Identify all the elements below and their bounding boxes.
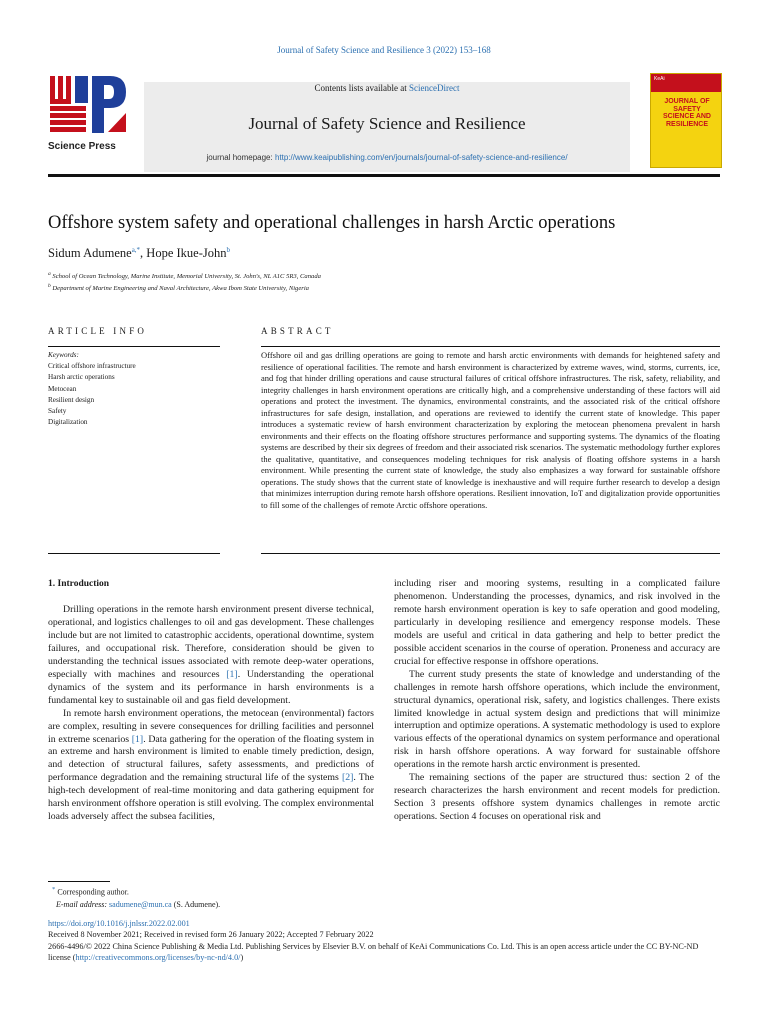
cover-brand: KeAi <box>654 76 665 82</box>
body-paragraph <box>394 772 720 824</box>
journal-cover[interactable] <box>650 73 722 168</box>
keyword: Safety <box>48 407 67 416</box>
keywords-block <box>48 350 136 428</box>
affiliation <box>48 271 321 280</box>
homepage-link[interactable]: http://www.keaipublishing.com/en/journals/journal-of-safety-science-and-resilience/ <box>274 153 568 162</box>
paragraph-text: including riser and mooring systems, resulting in a complicated failure phenomenon. Understanding the processes, dynamics, and risk involved in the remote harsh environment operation is key to safe operation and good modeling, particularly in developing resilience and emergency response models. These models are useful and critical in data gathering and help to better predict the possible accident scenarios in the course of operation. Proneness and accuracy are crucial for effective response in offshore operations. <box>394 578 720 667</box>
citation-link[interactable]: [1] <box>226 668 238 680</box>
footnote-marker: * <box>52 886 56 893</box>
author-affiliation-marker[interactable]: b <box>226 246 230 254</box>
body-paragraph <box>394 669 720 773</box>
sciencedirect-link[interactable]: ScienceDirect <box>409 83 460 93</box>
affiliation-text: School of Ocean Technology, Marine Institute, Memorial University, St. John's, NL A1C 5R3, Canada <box>52 273 321 281</box>
homepage-line <box>144 153 630 162</box>
section-heading: 1. Introduction <box>48 579 110 589</box>
license-link[interactable]: http://creativecommons.org/licenses/by-nc-nd/4.0/ <box>75 953 241 963</box>
footnote-rule <box>48 881 110 882</box>
body-paragraph <box>394 578 720 669</box>
article-info-heading: ARTICLE INFO <box>48 326 148 336</box>
affiliation-marker: b <box>48 283 51 289</box>
journal-name: Journal of Safety Science and Resilience <box>248 114 526 133</box>
keyword: Resilient design <box>48 395 95 404</box>
paragraph-text: In remote harsh environment operations, the metocean (environmental) factors are complex, resulting in severe consequences for drilling facilities and personnel in extreme scenarios <box>48 707 374 745</box>
abstract-text: Offshore oil and gas drilling operations are going to remote and harsh arctic environments with demands for heightened safety and resilience of operational facilities. The remote and harsh environment is characterized by extreme waves, wind, storms, currents, ice, and fog that hinder drilling operations and cause structural failures of critical offshore infrastructures. The risk, safety, reliability, and integrity challenges in harsh environment operations are critically high, and a comprehensive understanding of these factors will aid operations and protect the investment. The dynamics, environmental constraints, and the associated risk of the critical offshore infrastructures for safe design, installation, and operations are reviewed to identify the current state of knowledge. This paper introduces a systematic review of harsh environment characterization by exploring the metocean phenomena prevalent in harsh environments and their effects on the floating offshore structures performance and supporting systems. The dynamics of the floating systems are described by their six degrees of freedom and their associated risk scenarios. The systematic methodology further explores the qualitative, quantitative, and consequences modeling techniques for risk analysis of floating offshore systems in a harsh environment. While presenting the current state of knowledge, the study also emphasizes a way forward for sustainable offshore operations. The study shows that the current state of knowledge is inexhaustive and will require further research to develop a design that minimizes interruption during remote harsh offshore operations. Resilient innovation, IoT and digitalization provide opportunities to fill some of the challenges of remote Arctic offshore operations. <box>261 350 720 510</box>
paragraph-text: The remaining sections of the paper are structured thus: section 2 of the research characterizes the harsh environment and recent models for prediction. Section 3 presents offshore system dynamics challenges in remote arctic operations. Section 4 focuses on operational risk and <box>394 772 720 823</box>
author-separator: , <box>140 246 147 261</box>
journal-citation[interactable]: Journal of Safety Science and Resilience 3 (2022) 153–168 <box>277 45 491 55</box>
body-column-right <box>394 578 720 824</box>
contents-line <box>144 83 630 93</box>
paragraph-text: Drilling operations in the remote harsh environment present diverse technical, operational, and logistics challenges to oil and gas development. These challenges include but are not limited to catastrophic accidents, operational downtime, system failures, and occupational risk. Therefore, consideration should be given to understanding the technical issues associated with remote deep-water operations, especially with machines and resources <box>48 604 374 680</box>
affiliation <box>48 283 309 292</box>
paragraph-text: The current study presents the state of knowledge and understanding of the challenges in remote harsh offshore operations, which include the environment, structural dynamics, operational risk, safety, and logistics challenges. There exists limited knowledge in actual system design and predictions that will minimize interruption and optimize operations. A systematic methodology is used to explore various effects of the operational dynamics on system performance and operational risk in harsh offshore operations. A way forward for sustainable offshore operations in the remote harsh arctic environment is presented. <box>394 668 720 771</box>
keyword: Digitalization <box>48 418 88 427</box>
email-label: E-mail address: <box>56 899 110 909</box>
cover-title: JOURNAL OF SAFETY SCIENCE AND RESILIENCE <box>663 98 711 128</box>
license-text <box>48 941 720 964</box>
citation-link[interactable]: [1] <box>131 733 144 745</box>
corresponding-text: Corresponding author. <box>57 887 129 897</box>
divider <box>48 346 220 347</box>
publication-info <box>48 918 720 964</box>
author-list <box>48 246 230 261</box>
keyword: Harsh arctic operations <box>48 373 115 382</box>
body-column-left <box>48 604 374 824</box>
abstract-heading: ABSTRACT <box>261 326 334 336</box>
keyword: Critical offshore infrastructure <box>48 362 136 371</box>
divider <box>261 553 720 554</box>
email-suffix: (S. Adumene). <box>171 899 221 909</box>
received-dates: Received 8 November 2021; Received in revised form 26 January 2022; Accepted 7 February 2022 <box>48 930 374 940</box>
email-note <box>48 899 220 911</box>
citation-link[interactable]: [2] <box>341 772 354 784</box>
email-link[interactable]: sadumene@mun.ca <box>109 899 172 909</box>
homepage-prefix: journal homepage: <box>206 153 275 162</box>
license-suffix: ) <box>240 953 244 963</box>
footnotes <box>48 884 220 911</box>
keywords-label: Keywords: <box>48 351 79 359</box>
paragraph-text: . Data gathering for the operation of the floating system in an extreme and harsh environment is limited to enable timely prediction, design, and detection of structural failures, safety assessments, and predictions of performance degradation and the remaining structural life of the systems <box>48 733 375 784</box>
paper-title: Offshore system safety and operational challenges in harsh Arctic operations <box>48 213 616 233</box>
body-paragraph <box>48 604 374 708</box>
affiliation-text: Department of Marine Engineering and Naval Architecture, Akwa Ibom State University, Nigeria <box>52 285 309 293</box>
license-prefix: 2666-4496/© 2022 China Science Publishing & Media Ltd. Publishing Services by Elsevier B.V. on behalf of KeAi Communications Co. Ltd. This is an open access article under the CC BY-NC-ND license ( <box>48 941 699 963</box>
paragraph-text: . Understanding the operational dynamics of the system and its performance in harsh environments is a fundamental key to sustainable oil and gas field development. <box>48 668 374 706</box>
contents-prefix: Contents lists available at <box>314 83 409 93</box>
divider <box>261 346 720 347</box>
divider <box>48 553 220 554</box>
author-name[interactable]: Sidum Adumene <box>48 246 132 261</box>
author-name[interactable]: Hope Ikue-John <box>146 246 227 261</box>
publisher-name: Science Press <box>48 141 116 152</box>
corresponding-note <box>48 884 220 899</box>
header-rule <box>48 174 720 177</box>
affiliation-marker: a <box>48 271 51 277</box>
paragraph-text: . The high-tech development of real-time monitoring and data gathering equipment for harsh environment offshore operation is still evolving. The complex environmental loads adversely affect the subsea facilities, <box>48 772 374 823</box>
author-affiliation-marker[interactable]: a,* <box>131 246 141 254</box>
doi-link[interactable]: https://doi.org/10.1016/j.jnlssr.2022.02.001 <box>48 919 190 928</box>
keyword: Metocean <box>48 384 77 393</box>
body-paragraph <box>48 708 374 825</box>
